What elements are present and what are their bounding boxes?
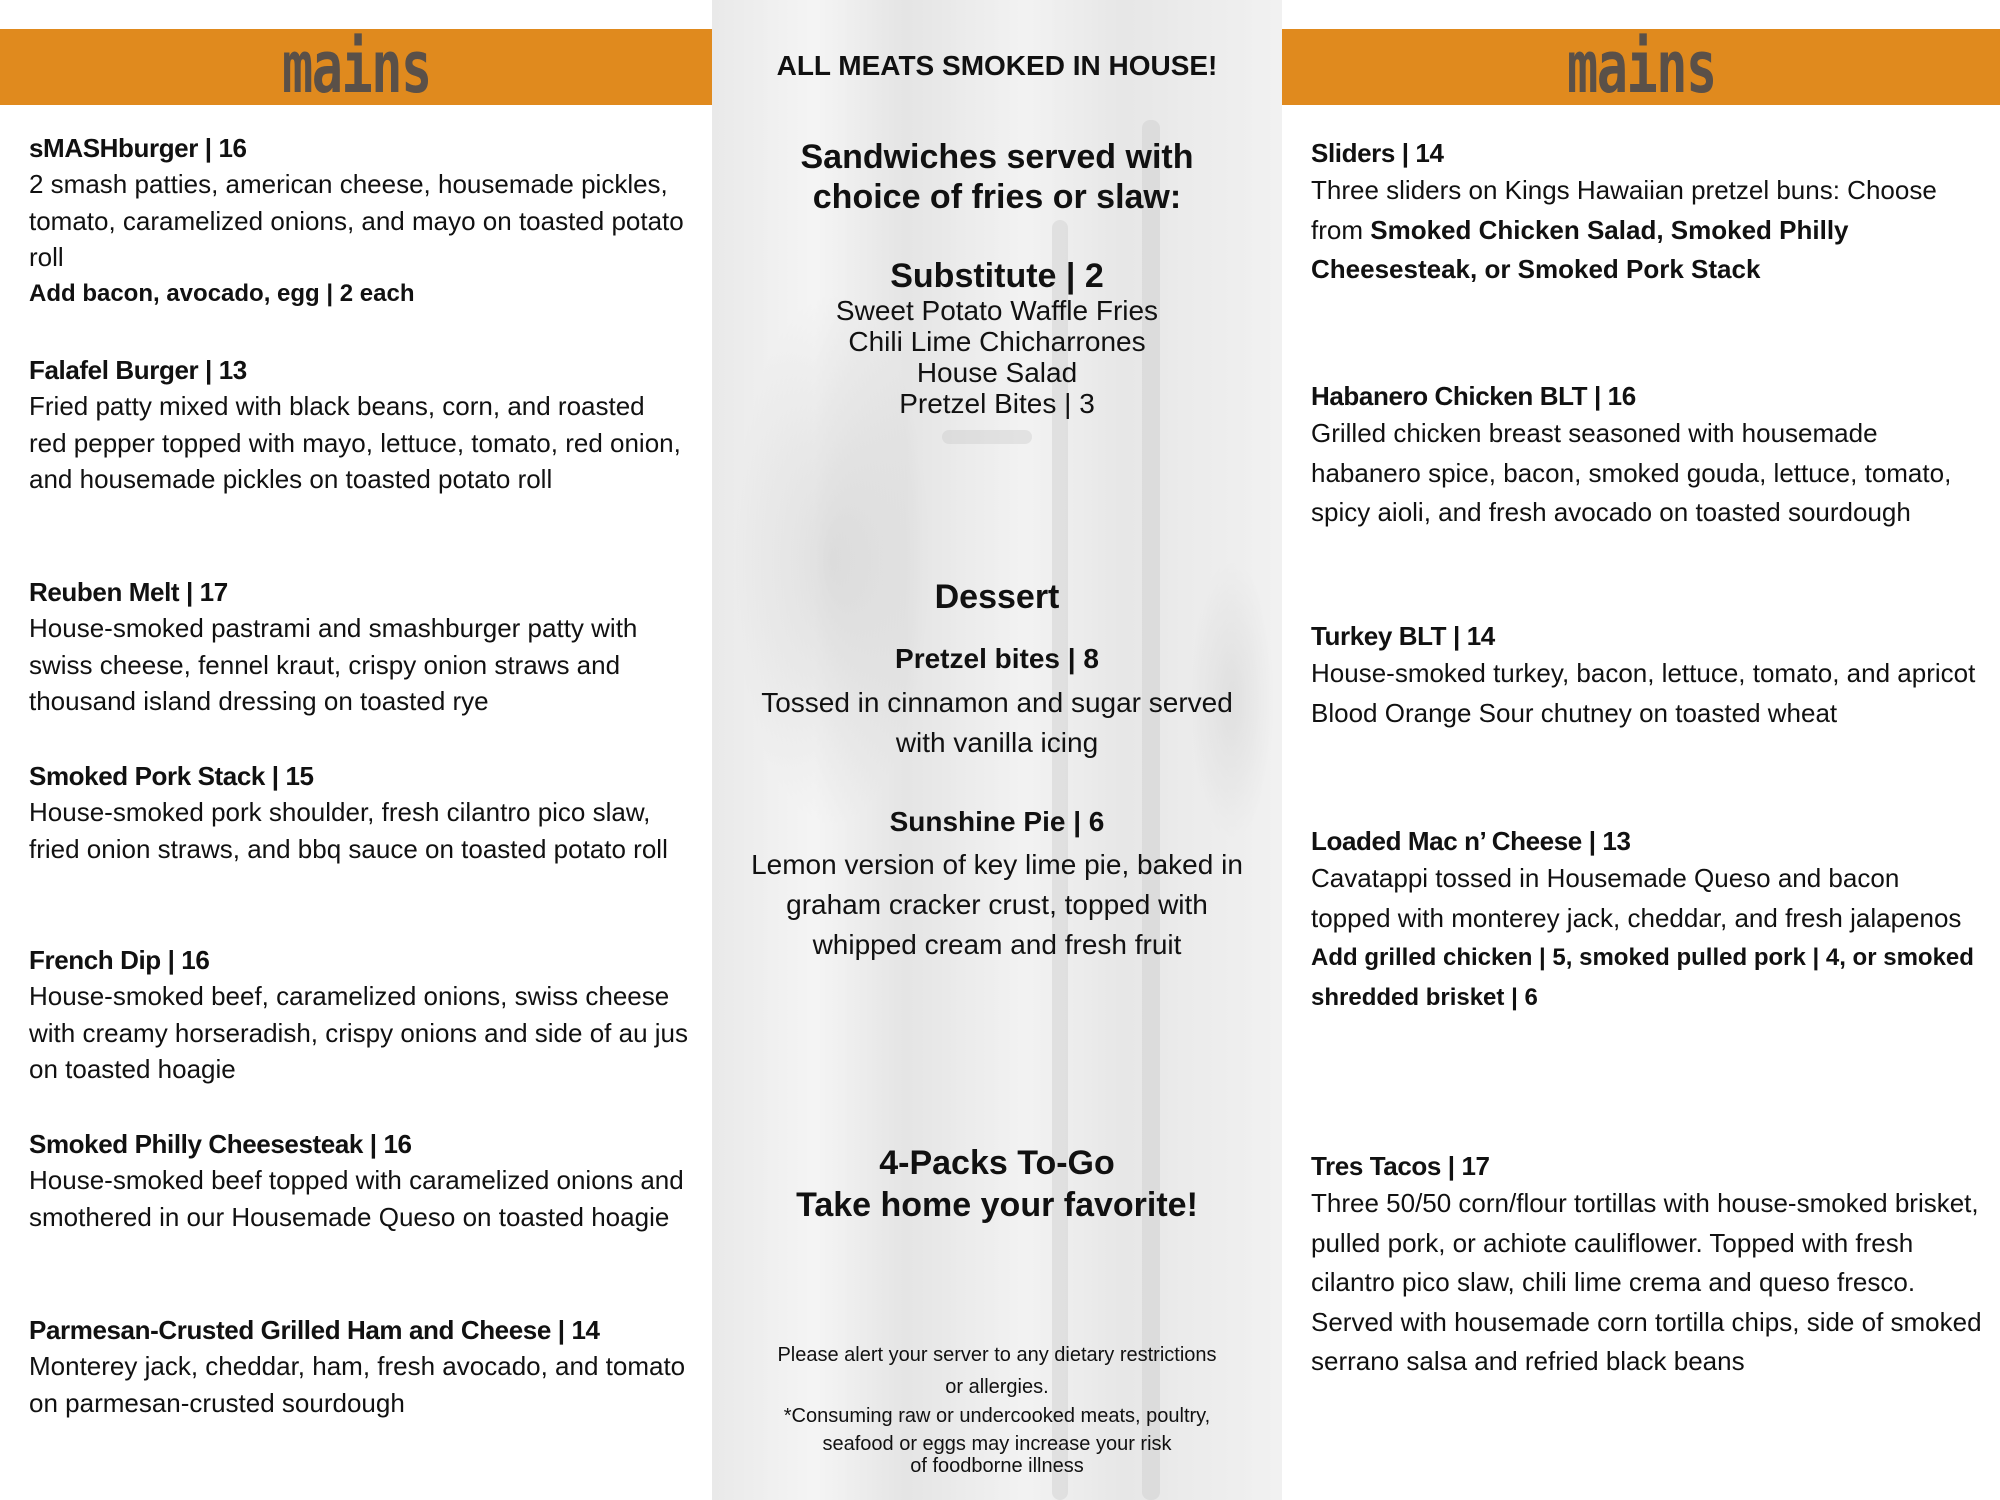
dessert-description: Lemon version of key lime pie, baked in [751, 849, 1243, 880]
substitute-option: Pretzel Bites | 3 [899, 388, 1095, 419]
menu-item-smoked-pork-stack [29, 758, 689, 867]
item-name: Tres Tacos | 17 [1311, 1151, 1490, 1181]
item-name: sMASHburger | 16 [29, 133, 247, 163]
menu-item-grilled-ham-and-cheese [29, 1312, 689, 1421]
menu-item-reuben-melt [29, 574, 689, 720]
center-info-panel [712, 0, 1282, 1500]
smoked-headline: ALL MEATS SMOKED IN HOUSE! [776, 50, 1218, 81]
item-description: Cavatappi tossed in Housemade Queso and bacon topped with monterey jack, cheddar, and fresh jalapenos [1311, 863, 1962, 933]
consumption-warning-line: of foodborne illness [910, 1455, 1084, 1477]
menu-item-french-dip [29, 942, 689, 1088]
dessert-description: whipped cream and fresh fruit [812, 929, 1182, 960]
dessert-description: graham cracker crust, topped with [786, 889, 1208, 920]
substitute-option: House Salad [916, 357, 1078, 388]
dessert-name: Pretzel bites | 8 [895, 643, 1099, 674]
item-description-plain: Three sliders on Kings Hawaiian pretzel buns: Choose from [1311, 175, 1937, 245]
menu-item-habanero-chicken-blt [1311, 378, 1983, 533]
left-menu-panel [0, 0, 712, 1500]
item-description: House-smoked pork shoulder, fresh cilantro pico slaw, fried onion straws, and bbq sauce on toasted potato roll [29, 797, 668, 864]
item-name: Smoked Pork Stack | 15 [29, 761, 314, 791]
substitute-option: Chili Lime Chicharrones [848, 326, 1146, 357]
sandwich-note-line2: choice of fries or slaw: [812, 178, 1182, 216]
packs-line2: Take home your favorite! [796, 1186, 1198, 1224]
consumption-warning-line: seafood or eggs may increase your risk [822, 1433, 1172, 1455]
left-heading: mains [281, 25, 431, 109]
item-name: Loaded Mac n’ Cheese | 13 [1311, 826, 1631, 856]
item-name: Smoked Philly Cheesesteak | 16 [29, 1129, 412, 1159]
dessert-description: Tossed in cinnamon and sugar served [761, 687, 1233, 718]
item-description: Grilled chicken breast seasoned with housemade habanero spice, bacon, smoked gouda, lettuce, tomato, spicy aioli, and fresh avocado on toasted sourdough [1311, 418, 1952, 527]
substitute-option: Sweet Potato Waffle Fries [835, 295, 1159, 326]
dietary-notice-line: or allergies. [945, 1376, 1049, 1398]
item-description: House-smoked beef, caramelized onions, swiss cheese with creamy horseradish, crispy onions and side of au jus on toasted hoagie [29, 981, 688, 1084]
item-description: House-smoked turkey, bacon, lettuce, tomato, and apricot Blood Orange Sour chutney on toasted wheat [1311, 658, 1976, 728]
dessert-title: Dessert [934, 578, 1060, 616]
item-name: Parmesan-Crusted Grilled Ham and Cheese | 14 [29, 1315, 600, 1345]
item-add-on: Add grilled chicken | 5, smoked pulled pork | 4, or smoked shredded brisket | 6 [1311, 944, 1974, 1011]
left-heading-banner [0, 25, 712, 109]
substitute-title: Substitute | 2 [890, 257, 1104, 295]
item-name: Sliders | 14 [1311, 138, 1444, 168]
dietary-notice-line: Please alert your server to any dietary restrictions [777, 1344, 1217, 1366]
item-description [1311, 171, 1983, 290]
sandwich-note-line1: Sandwiches served with [800, 138, 1194, 176]
menu-item-smashburger [29, 130, 689, 312]
menu-item-loaded-mac-n-cheese [1311, 823, 1983, 1017]
item-description-bold: Smoked Chicken Salad, Smoked Philly Cheesesteak, or Smoked Pork Stack [1311, 214, 1849, 284]
item-description: Three 50/50 corn/flour tortillas with house-smoked brisket, pulled pork, or achiote cauliflower. Topped with fresh cilantro pico slaw, chili lime crema and queso fresco. [1311, 1188, 1979, 1297]
menu-item-turkey-blt [1311, 618, 1983, 733]
item-description: House-smoked beef topped with caramelized onions and smothered in our Housemade Queso on toasted hoagie [29, 1165, 684, 1232]
item-description: 2 smash patties, american cheese, housemade pickles, tomato, caramelized onions, and mayo on toasted potato roll [29, 169, 684, 272]
menu-item-sliders [1311, 135, 1983, 290]
menu-item-falafel-burger [29, 352, 689, 498]
consumption-warning-line: *Consuming raw or undercooked meats, poultry, [783, 1405, 1211, 1427]
item-description-extra: Served with housemade corn tortilla chips, side of smoked serrano salsa and refried black beans [1311, 1306, 1982, 1376]
item-name: Reuben Melt | 17 [29, 577, 228, 607]
dessert-description: with vanilla icing [895, 727, 1099, 758]
item-description: Monterey jack, cheddar, ham, fresh avocado, and tomato on parmesan-crusted sourdough [29, 1351, 686, 1418]
right-heading-banner [1282, 25, 2000, 109]
right-menu-panel [1282, 0, 2000, 1500]
menu-item-smoked-philly-cheesesteak [29, 1126, 689, 1235]
item-name: French Dip | 16 [29, 945, 210, 975]
item-add-on: Add bacon, avocado, egg | 2 each [29, 279, 415, 307]
dessert-name: Sunshine Pie | 6 [889, 806, 1105, 837]
menu-item-tres-tacos [1311, 1148, 1983, 1382]
item-name: Falafel Burger | 13 [29, 355, 247, 385]
packs-line1: 4-Packs To-Go [879, 1144, 1115, 1182]
item-description: Fried patty mixed with black beans, corn, and roasted red pepper topped with mayo, lettuce, tomato, red onion, and housemade pickles on toasted potato roll [29, 391, 681, 494]
item-name: Habanero Chicken BLT | 16 [1311, 381, 1636, 411]
item-description: House-smoked pastrami and smashburger patty with swiss cheese, fennel kraut, crispy onion straws and thousand island dressing on toasted rye [29, 613, 638, 716]
right-heading: mains [1566, 25, 1716, 109]
item-name: Turkey BLT | 14 [1311, 621, 1495, 651]
